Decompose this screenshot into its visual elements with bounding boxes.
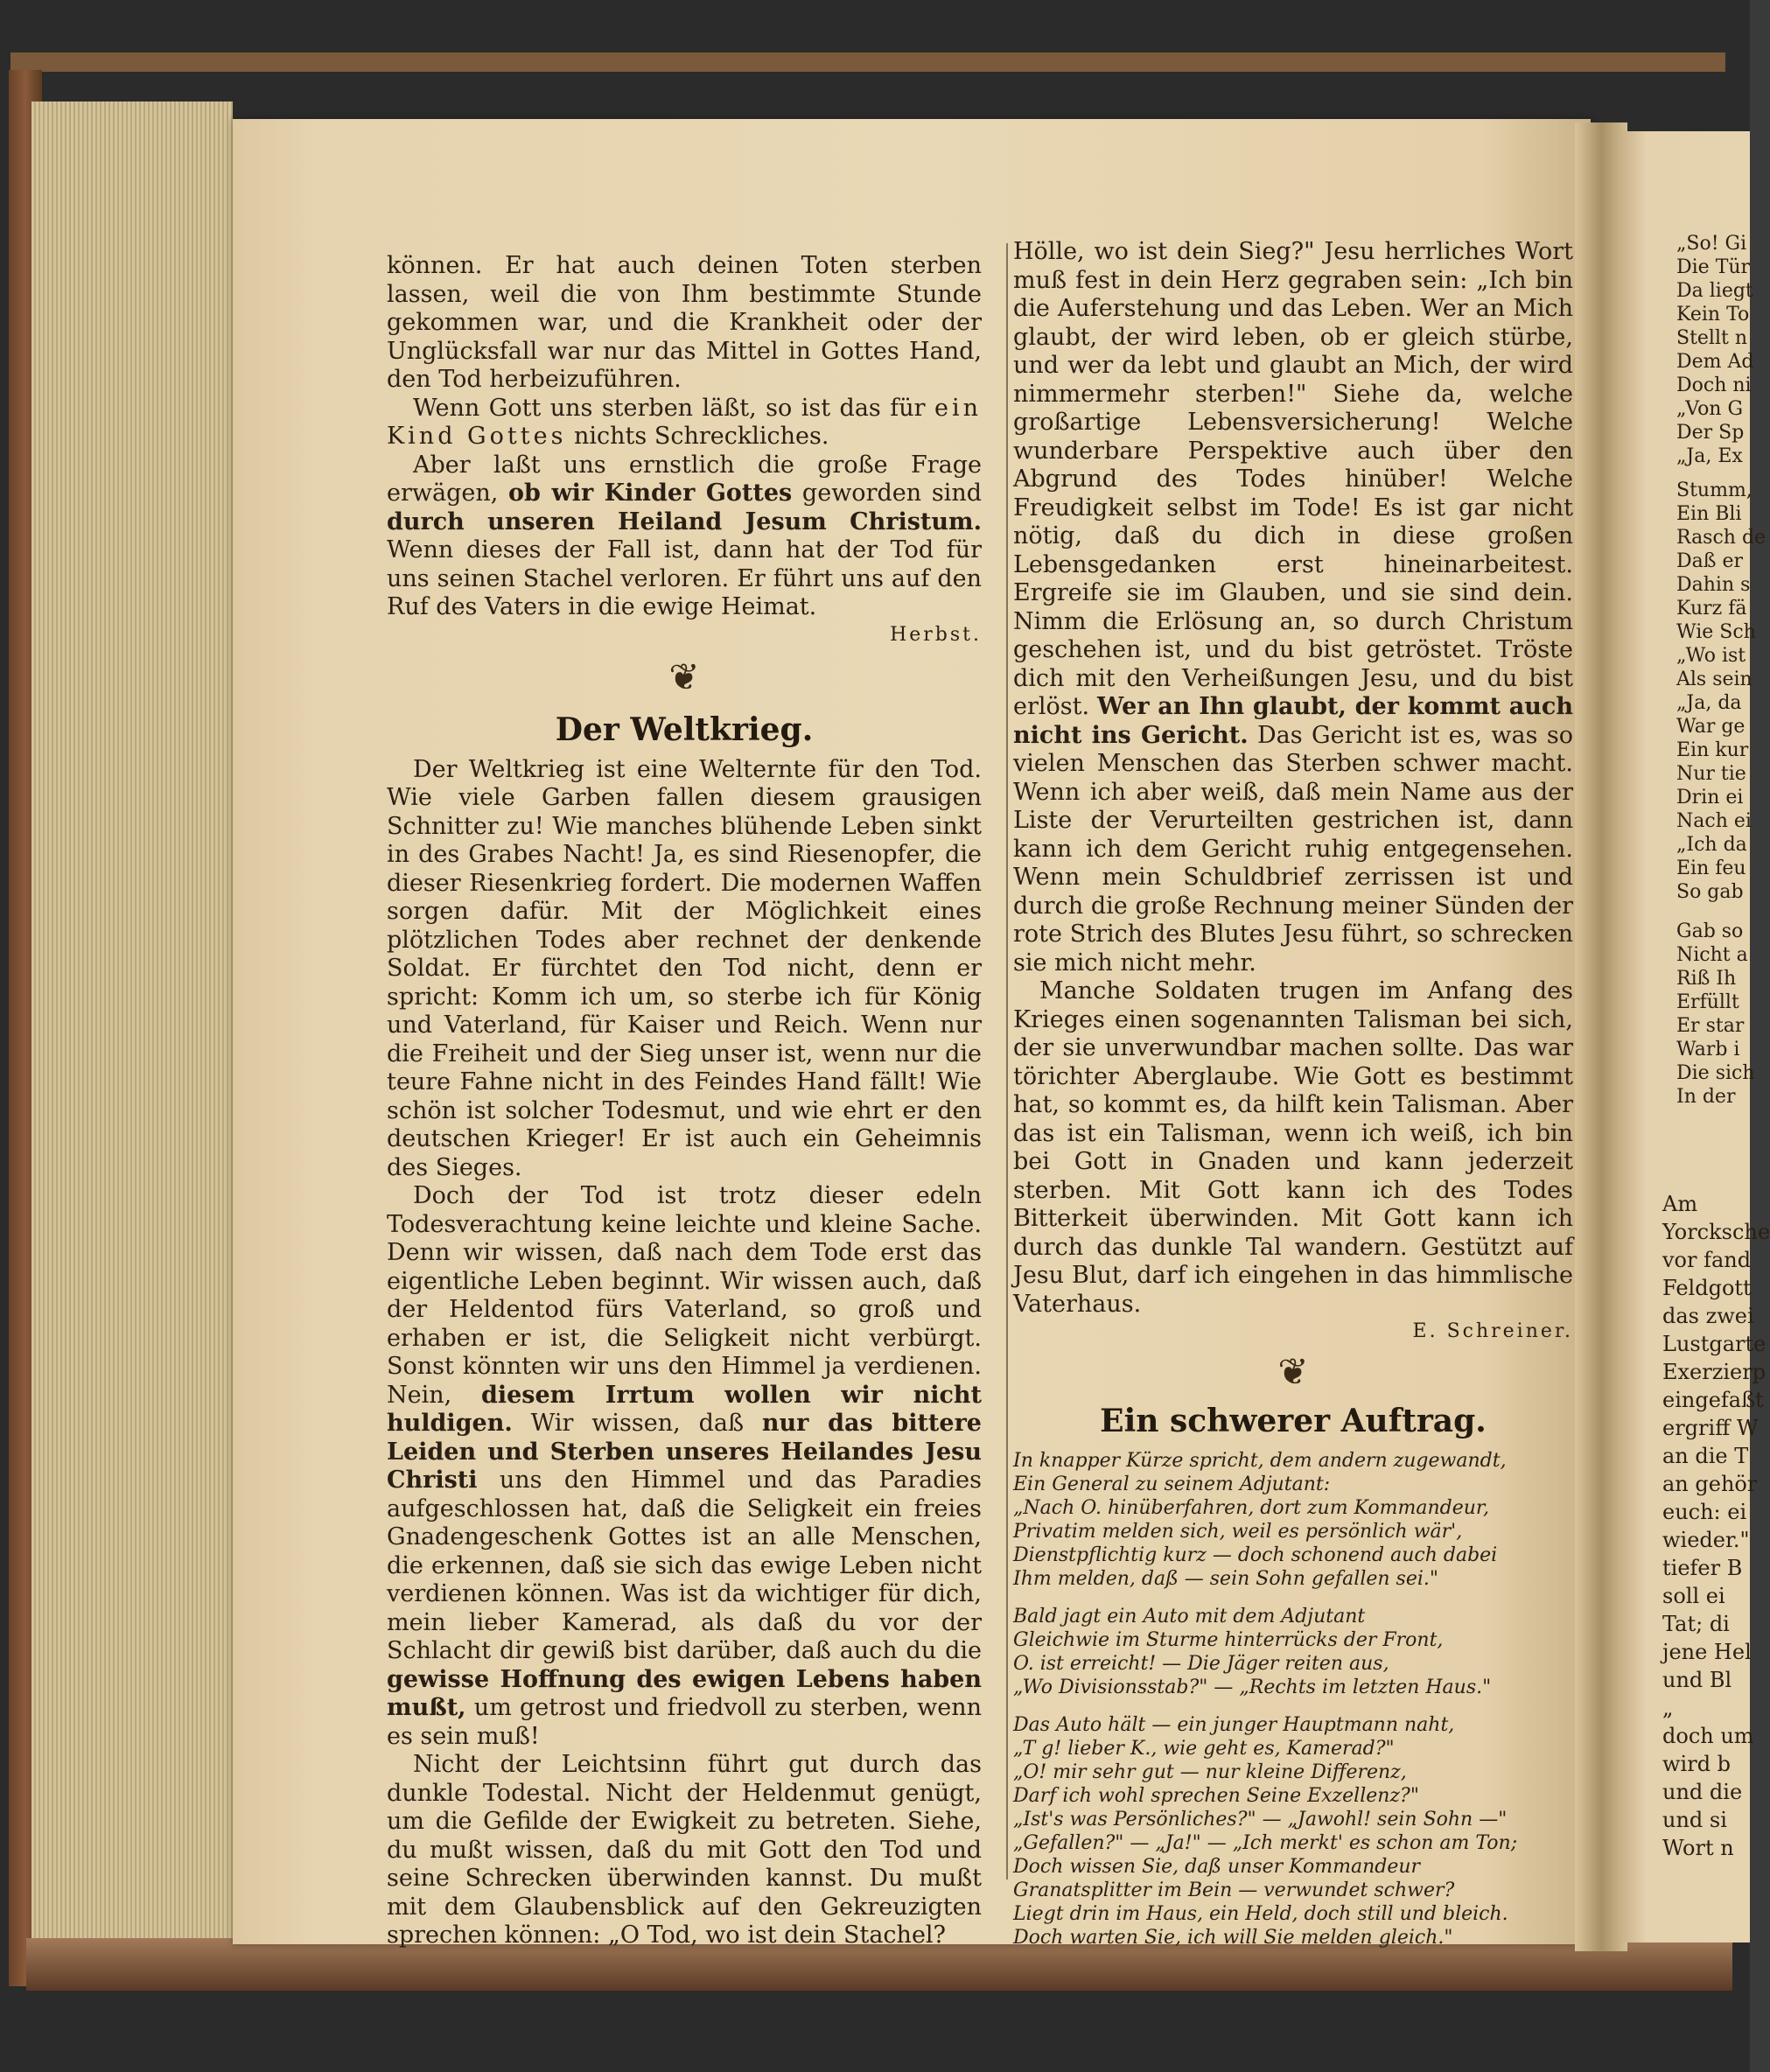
poem-heading: Ein schwerer Auftrag. (1100, 1403, 1487, 1439)
poem-line: In knapper Kürze spricht, dem andern zugewandt, (1013, 1450, 1507, 1472)
right-page (1620, 131, 1770, 1942)
text-run: Wenn dieses der Fall ist, dann hat der Tod für uns seinen Stachel verloren. Er führt uns auf den Ruf des Vaters in die ewige Heimat. (387, 536, 982, 620)
fragment-line: Kein To (1676, 304, 1750, 326)
fragment-line: Stellt n (1676, 327, 1748, 349)
poem-line: Darf ich wohl sprechen Seine Exzellenz?" (1013, 1785, 1419, 1807)
fragment-line: Da liegt (1676, 280, 1753, 302)
fragment-line: das zwei (1662, 1304, 1754, 1328)
paragraph: können. Er hat auch deinen Toten sterben lassen, weil die von Ihm bestimmte Stunde gekommen war, und die Krankheit oder der Unglücksfall war nur das Mittel in Gottes Hand, den Tod herbeizuführen. (387, 252, 982, 393)
poem-stanza-1 (1013, 1449, 1573, 1591)
paragraph: Manche Soldaten trugen im Anfang des Krieges einen sogenannten Talisman bei sich, der sie unverwundbar machen sollte. Das war törichter Aberglaube. Wie Gott es bestimmt hat, so kommt es, da hilft kein Talisman. Aber das ist ein Talisman, wenn ich weiß, ich bin bei Gott in Gnaden und kann jederzeit sterben. Mit Gott kann ich des Todes Bitterkeit überwinden. Mit Gott kann ich durch das dunkle Tal wandern. Gestützt auf Jesu Blut, darf ich eingehen in das himmlische Vaterhaus. (1013, 977, 1573, 1318)
fragment-line: wieder." (1662, 1528, 1750, 1552)
poem-stanza-3 (1013, 1713, 1573, 1950)
fragment-line: Ein Bli (1676, 503, 1742, 525)
fragment-line: und Bl (1662, 1668, 1732, 1692)
poem-line: Liegt drin im Haus, ein Held, doch still und bleich. (1013, 1903, 1508, 1925)
bold-text: Wer an Ihn glaubt, der kommt auch nicht ins Gericht. (1013, 693, 1573, 749)
poem-line: O. ist erreicht! — Die Jäger reiten aus, (1013, 1653, 1389, 1675)
left-column (387, 252, 982, 1950)
text-run: Wir wissen, daß (512, 1410, 762, 1437)
fragment-line: Die sich (1676, 1062, 1755, 1084)
paragraph (1013, 238, 1573, 977)
fragment-line: „Ich da (1676, 834, 1747, 856)
fragment-line: und die (1662, 1780, 1743, 1804)
poem-line: „Ist's was Persönliches?" — „Jawohl! sein Sohn —" (1013, 1809, 1508, 1830)
fragment-line: Nach ei (1676, 810, 1752, 832)
fragment-line: „Von G (1676, 398, 1744, 420)
fragment-line: Rasch de (1676, 527, 1767, 549)
section-heading: Der Weltkrieg. (555, 710, 814, 748)
fragment-line: eingefaßt (1662, 1388, 1764, 1412)
byline: E. Schreiner. (1412, 1320, 1573, 1342)
text-run: geworden sind (792, 480, 982, 507)
next-page-column (1676, 232, 1767, 1109)
fragment-line: Ein feu (1676, 858, 1746, 879)
fragment-group-1 (1676, 232, 1755, 468)
poem-line: Granatsplitter im Bein — verwundet schwer? (1013, 1880, 1455, 1901)
fragment-line: Nicht a (1676, 944, 1748, 966)
book-gutter (1575, 122, 1627, 1951)
fragment-line: und si (1662, 1808, 1727, 1832)
poem-line: „T g! lieber K., wie geht es, Kamerad?" (1013, 1738, 1395, 1760)
poem-line: Bald jagt ein Auto mit dem Adjutant (1013, 1606, 1366, 1628)
paragraph: Der Weltkrieg ist eine Welternte für den Tod. Wie viele Garben fallen diesem grausigen Schnitter zu! Wie manches blühende Leben sinkt in des Grabes Nacht! Ja, es sind Riesenopfer, die dieser Riesenkrieg fordert. Die modernen Waffen sorgen dafür. Mit der Möglichkeit eines plötzlichen Todes aber rechnet der denkende Soldat. Er fürchtet den Tod nicht, denn er spricht: Komm ich um, so sterbe ich für König und Vaterland, für Kaiser und Reich. Wenn nur die Freiheit und der Sieg unser ist, wenn nur die teure Fahne nicht in des Feindes Hand fällt! Wie schön ist solcher Todesmut, und wie ehrt er den deutschen Krieger! Er ist auch ein Geheimnis des Sieges. (387, 755, 982, 1181)
fragment-line: Nur tie (1676, 763, 1746, 785)
fragment-line: „Ja, Ex (1676, 445, 1743, 467)
text-run: um getrost und friedvoll zu sterben, wenn es sein muß! (387, 1694, 982, 1750)
ornament-icon: ❦ (668, 654, 700, 698)
fragment-line: Daß er (1676, 550, 1743, 572)
fragment-line: Drin ei (1676, 787, 1744, 808)
fragment-line: Wie Sch (1676, 621, 1756, 643)
fragment-group-3 (1676, 920, 1755, 1109)
fragment-line: Erfüllt (1676, 991, 1739, 1013)
paragraph (387, 1182, 982, 1751)
byline: Herbst. (890, 623, 982, 646)
fragment-line: Die Tür (1676, 256, 1751, 278)
right-column (1013, 238, 1573, 1964)
bold-text: ob wir Kinder Gottes (508, 480, 793, 507)
book-cover-top-edge (10, 52, 1725, 72)
fragment-line: Exerzierp (1662, 1360, 1767, 1384)
fragment-line: Stumm, (1676, 480, 1753, 501)
bold-text: nur das bittere Leiden und Sterben unseres Heilandes Jesu Christi (387, 1410, 982, 1494)
page-edges (31, 102, 233, 1939)
fragment-line: „Ja, da (1676, 692, 1742, 714)
poem-line: „Wo Divisionsstab?" — „Rechts im letzten Haus." (1013, 1676, 1492, 1698)
paragraph (387, 452, 982, 622)
fragment-line: Tat; di (1662, 1612, 1730, 1636)
text-run: Aber laßt uns ernstlich die große Frage erwägen, (387, 451, 982, 507)
poem-line: Ein General zu seinem Adjutant: (1013, 1474, 1331, 1495)
column-divider (1006, 243, 1008, 1880)
fragment-line: vor fand (1662, 1248, 1752, 1272)
bold-text: gewisse Hoffnung des ewigen Lebens haben mußt, (387, 1665, 982, 1721)
text-run: Doch der Tod ist trotz dieser edeln Todesverachtung keine leichte und kleine Sache. Denn wir wissen, daß nach dem Tode erst das eigentliche Leben beginnt. Wir wissen auch, daß der Heldentod fürs Vaterland, so groß und erhaben er ist, die Seligkeit nicht verbürgt. Sonst könnten wir uns den Himmel ja verdienen. Nein, (387, 1182, 982, 1409)
fragment-line: doch um (1662, 1724, 1754, 1748)
fragment-line: Yorcksche (1662, 1220, 1770, 1244)
fragment-line: Lustgarte (1662, 1332, 1767, 1356)
bold-text: durch unseren Heiland Jesum Christum. (387, 508, 982, 536)
fragment-group-4 (1662, 1190, 1770, 1862)
fragment-line: War ge (1676, 716, 1746, 738)
fragment-line: „So! Gi (1676, 233, 1747, 255)
fragment-line: Ein kur (1676, 739, 1749, 761)
fragment-line: ergriff W (1662, 1416, 1759, 1440)
fragment-line: Kurz fä (1676, 598, 1747, 620)
fragment-line: Er star (1676, 1015, 1745, 1037)
fragment-line: tiefer B (1662, 1556, 1743, 1580)
fragment-line: „ (1662, 1696, 1674, 1720)
poem-line: Doch warten Sie, ich will Sie melden gleich." (1013, 1927, 1453, 1949)
text-run: Das Gericht ist es, was so vielen Menschen das Sterben schwer macht. Wenn ich aber weiß, daß mein Name aus der Liste der Verurteilten gestrichen ist, dann kann ich dem Gericht ruhig entgegensehen. Wenn mein Schuldbrief zerrissen ist und durch die große Rechnung meiner Sünden der rote Strich des Blutes Jesu führt, so schrecken sie mich nicht mehr. (1013, 721, 1574, 976)
text-run: Wenn Gott uns sterben läßt, so ist das für (413, 394, 934, 422)
poem-line: „Gefallen?" — „Ja!" — „Ich merkt' es schon am Ton; (1013, 1832, 1518, 1854)
poem-line: Doch wissen Sie, daß unser Kommandeur (1013, 1856, 1421, 1878)
fragment-line: jene Hel (1662, 1640, 1752, 1664)
fragment-line: Dahin s (1676, 574, 1751, 596)
fragment-line: Warb i (1676, 1039, 1740, 1060)
poem-line: „Nach O. hinüberfahren, dort zum Kommandeur, (1013, 1497, 1490, 1519)
fragment-line: Doch ni (1676, 374, 1752, 396)
next-page-column-lower (1662, 1190, 1770, 1862)
fragment-group-2 (1676, 479, 1767, 904)
fragment-line: „Wo ist (1676, 645, 1746, 667)
paragraph (387, 395, 982, 452)
poem-line: Ihm melden, daß — sein Sohn gefallen sei." (1013, 1568, 1438, 1590)
paragraph: Nicht der Leichtsinn führt gut durch das dunkle Todestal. Nicht der Heldenmut genügt, um die Gefilde der Ewigkeit zu betreten. Siehe, du mußt wissen, daß du mit Gott den Tod und seine Schrecken überwinden kannst. Du mußt mit dem Glaubensblick auf den Gekreuzigten sprechen können: „O Tod, wo ist dein Stachel? (387, 1751, 982, 1949)
fragment-line: So gab (1676, 881, 1744, 903)
fragment-line: Riß Ih (1676, 968, 1737, 990)
poem-line: „O! mir sehr gut — nur kleine Differenz, (1013, 1761, 1407, 1783)
spaced-text: ein Kind Gottes (387, 394, 982, 450)
fragment-line: Dem Ad (1676, 351, 1754, 373)
text-run: uns den Himmel und das Paradies aufgeschlossen hat, daß die Seligkeit ein freies Gnadengeschenk Gottes ist an alle Menschen, die erkennen, daß sie sich das ewige Leben nicht verdienen können. Was ist da wichtiger für dich, mein lieber Kamerad, als daß du vor der Schlacht dir gewiß bist darüber, daß auch du die (387, 1466, 982, 1664)
fragment-line: Als sein (1676, 668, 1753, 690)
fragment-line: an die T (1662, 1444, 1749, 1468)
fragment-line: Feldgott (1662, 1276, 1752, 1300)
poem-line: Dienstpflichtig kurz — doch schonend auch dabei (1013, 1544, 1498, 1566)
poem-line: Gleichwie im Sturme hinterrücks der Front, (1013, 1629, 1444, 1651)
fragment-line: Der Sp (1676, 422, 1745, 444)
fragment-line: euch: ei (1662, 1500, 1747, 1524)
poem-stanza-2 (1013, 1605, 1573, 1699)
fragment-line: an gehör (1662, 1472, 1758, 1496)
fragment-line: Gab so (1676, 920, 1744, 942)
ornament-icon: ❦ (1277, 1350, 1309, 1393)
fragment-line: In der (1676, 1086, 1736, 1108)
fragment-line: Wort n (1662, 1836, 1734, 1860)
bold-text: diesem Irrtum wollen wir nicht huldigen. (387, 1381, 982, 1437)
text-run: nichts Schreckliches. (566, 423, 829, 450)
fragment-line: soll ei (1662, 1584, 1725, 1608)
poem-line: Das Auto hält — ein junger Hauptmann naht, (1013, 1714, 1455, 1736)
fragment-line: Am (1662, 1192, 1698, 1216)
poem-line: Privatim melden sich, weil es persönlich wär', (1013, 1521, 1463, 1543)
text-run: Hölle, wo ist dein Sieg?" Jesu herrliches Wort muß fest in dein Herz gegraben sein: „Ich bin die Auferstehung und das Leben. Wer an Mich glaubt, der wird leben, ob er gleich stürbe, und wer da lebt und glaubt an Mich, der wird nimmermehr sterben!" Siehe da, welche großartige Lebensversicherung! Welche wunderbare Perspektive auch über den Abgrund des Todes hinüber! Welche Freudigkeit selbst im Tode! Es ist gar nicht nötig, daß du dich in diese großen Lebensgedanken erst hineinarbeitest. Ergreife sie im Glauben, und sie sind dein. Nimm die Erlösung an, so durch Christum geschehen ist, und du bist getröstet. Tröste dich mit den Verheißungen Jesu, und du bist erlöst. (1013, 238, 1573, 720)
fragment-line: wird b (1662, 1752, 1732, 1776)
